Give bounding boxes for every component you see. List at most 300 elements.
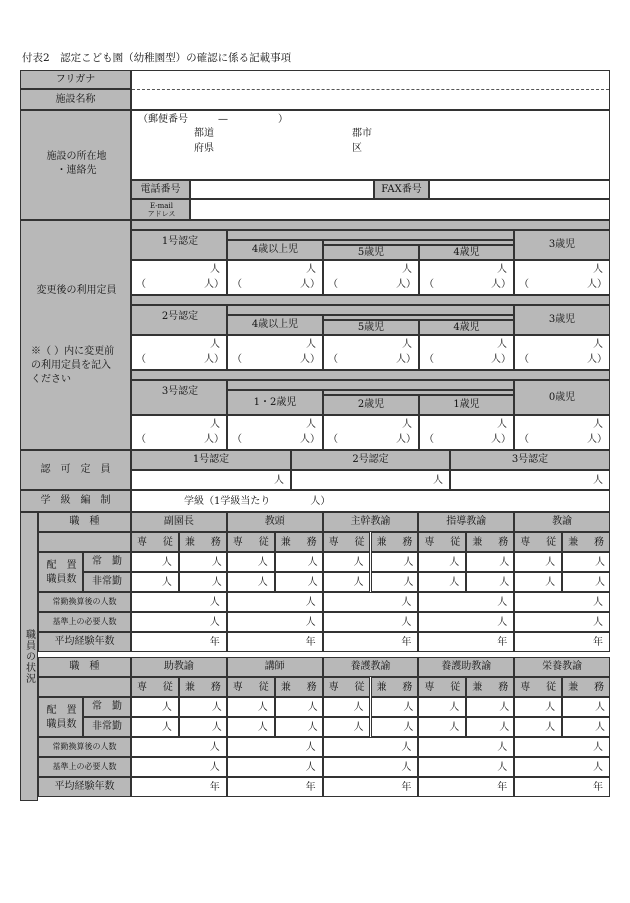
sen-label: 専: [424, 682, 435, 693]
haichi-label-1: 配 置: [46, 560, 77, 571]
nin-unit: 人: [449, 557, 460, 568]
ken-label: 兼: [280, 537, 291, 548]
cap2-cell-3[interactable]: 人 （ 人）: [323, 335, 419, 370]
nin-unit: 人: [211, 577, 222, 588]
nin-unit: 人: [257, 557, 268, 568]
nin-unit: 人: [209, 742, 220, 753]
mu-label: 務: [306, 682, 317, 693]
ken-label: 兼: [184, 682, 195, 693]
ken-label: 兼: [280, 682, 291, 693]
nin-unit: 人: [305, 742, 316, 753]
todo-label: 都道: [194, 128, 214, 139]
nin-unit: 人: [353, 722, 364, 733]
nin-unit: 人: [592, 597, 603, 608]
staff-role-3: 養護教諭: [323, 657, 419, 677]
senju-header: [131, 532, 179, 552]
staff-keiken-cell[interactable]: [323, 777, 419, 797]
nin-unit: 人: [161, 702, 172, 713]
ken-label: 兼: [184, 537, 195, 548]
staff-hitsuyo-cell[interactable]: [323, 612, 419, 632]
staff-hitsuyo-cell[interactable]: [418, 757, 514, 777]
haichi-kenmu-cell[interactable]: [371, 717, 419, 737]
sen-label: 専: [232, 682, 243, 693]
haichi-senju-cell[interactable]: [418, 552, 466, 572]
nen-unit: 年: [592, 782, 603, 793]
cap3-age0: 0歳児: [514, 380, 610, 415]
nin-unit: 人: [592, 617, 603, 628]
cap1-age4up: 4歳以上児: [227, 240, 323, 260]
haichi-kenmu-cell[interactable]: [371, 697, 419, 717]
haichi-label-1: 配 置: [46, 705, 77, 716]
ju-label: 従: [546, 537, 557, 548]
capacity-top-band: [131, 220, 610, 230]
jokin-label: 常 勤: [83, 697, 131, 717]
nen-unit: 年: [497, 782, 508, 793]
nin-unit: 人: [594, 577, 605, 588]
mu-label: 務: [402, 682, 413, 693]
ju-label: 従: [450, 682, 461, 693]
facility-name-label: 施設名称: [20, 89, 131, 110]
kenmu-header: [562, 677, 610, 697]
staff-keiken-label: 平均経験年数: [38, 632, 131, 652]
nen-unit: 年: [209, 637, 220, 648]
haichi-senju-cell[interactable]: [227, 697, 275, 717]
haichi-senju-cell[interactable]: [514, 552, 562, 572]
staff-keiken-cell[interactable]: [131, 632, 227, 652]
mu-label: 務: [210, 682, 221, 693]
email-label-1: E-mail: [150, 202, 173, 210]
haichi-senju-cell[interactable]: [514, 717, 562, 737]
ken-label: 兼: [568, 682, 579, 693]
staff-kansan-cell[interactable]: [323, 592, 419, 612]
nin-unit: 人: [161, 577, 172, 588]
cap2-cell-1[interactable]: 人 （ 人）: [131, 335, 227, 370]
sen-label: 専: [520, 537, 531, 548]
capacity-band-2: [131, 295, 610, 305]
approved-cert2: 2号認定: [291, 450, 450, 470]
haichi-label-2: 職員数: [46, 719, 77, 730]
cap3-cell-2[interactable]: 人 （ 人）: [227, 415, 323, 450]
staff-kansan-cell[interactable]: [131, 592, 227, 612]
ju-label: 従: [258, 682, 269, 693]
staff-kansan-cell[interactable]: [514, 592, 610, 612]
cap2-cell-4[interactable]: 人 （ 人）: [419, 335, 514, 370]
approved-cert3-value[interactable]: 人: [450, 470, 610, 490]
cap2-cell-2[interactable]: 人 （ 人）: [227, 335, 323, 370]
kenmu-header: [466, 677, 514, 697]
nin-unit: 人: [257, 577, 268, 588]
nin-unit: 人: [161, 722, 172, 733]
nin-unit: 人: [353, 557, 364, 568]
nin-unit: 人: [305, 597, 316, 608]
cap2-cert-cell: [131, 305, 227, 335]
cap2-band: [227, 305, 514, 315]
nin-unit: 人: [353, 702, 364, 713]
staff-keiken-cell[interactable]: [227, 777, 323, 797]
nin-unit: 人: [401, 742, 412, 753]
cap3-age1: 1歳児: [419, 395, 514, 415]
nin-unit: 人: [401, 762, 412, 773]
nin-unit: 人: [403, 722, 414, 733]
staff-kansan-label: 常勤換算後の人数: [38, 592, 131, 612]
haichi-senju-cell[interactable]: [514, 572, 562, 592]
ju-label: 従: [354, 537, 365, 548]
haichi-kenmu-cell[interactable]: [466, 552, 514, 572]
hijokin-label: 非常勤: [83, 717, 131, 737]
haichi-kenmu-cell[interactable]: [275, 572, 323, 592]
kenmu-header: [179, 532, 227, 552]
mu-label: 務: [593, 537, 604, 548]
nin-unit: 人: [257, 722, 268, 733]
staff-role-5: 栄養教諭: [514, 657, 610, 677]
cap3-cell-4[interactable]: 人 （ 人）: [419, 415, 514, 450]
cap1-age3: 3歳児: [514, 230, 610, 260]
staff-role-1: 助教諭: [131, 657, 227, 677]
staff-role-2: 講師: [227, 657, 323, 677]
nin-unit: 人: [353, 577, 364, 588]
ju-label: 従: [258, 537, 269, 548]
ken-label: 兼: [472, 537, 483, 548]
staff-kansan-cell[interactable]: [514, 737, 610, 757]
mu-label: 務: [306, 537, 317, 548]
cap2-age3: 3歳児: [514, 305, 610, 335]
sen-label: 専: [137, 537, 147, 548]
cap3-cert: 3号認定: [161, 386, 199, 397]
staff-keiken-cell[interactable]: [227, 632, 323, 652]
furigana-label: フリガナ: [20, 70, 131, 89]
staff-side-label-cell: [20, 512, 38, 801]
kenmu-header: [275, 677, 323, 697]
kenmu-header: [371, 677, 419, 697]
address-label-1: 施設の所在地: [46, 151, 107, 162]
staff-hitsuyo-label: 基準上の必要人数: [38, 757, 131, 777]
form-sheet: [20, 70, 610, 801]
staff-side-label: 職員の状況: [23, 629, 35, 684]
cap1-cell-5[interactable]: 人 （ 人）: [514, 260, 610, 295]
haichi-kenmu-cell[interactable]: [562, 572, 610, 592]
haichi-senju-cell[interactable]: [227, 717, 275, 737]
fax-field[interactable]: [429, 180, 610, 199]
haichi-kenmu-cell[interactable]: [562, 717, 610, 737]
haichi-kenmu-cell[interactable]: [179, 717, 227, 737]
address-label-2: ・連絡先: [56, 165, 97, 176]
mu-label: 務: [593, 682, 604, 693]
nin-unit: 人: [401, 597, 412, 608]
cap3-cert-cell: [131, 380, 227, 415]
nin-unit: 人: [211, 702, 222, 713]
staff-role-header: 職 種: [38, 657, 131, 677]
staff-keiken-cell[interactable]: [131, 777, 227, 797]
haichi-kenmu-cell[interactable]: [275, 697, 323, 717]
ju-label: 従: [450, 537, 461, 548]
capacity-note-1: ※（ ）内に変更前: [31, 346, 115, 357]
nin-unit: 人: [305, 762, 316, 773]
phone-field[interactable]: [190, 180, 374, 199]
staff-kansan-cell[interactable]: [227, 592, 323, 612]
haichi-kenmu-cell[interactable]: [466, 572, 514, 592]
fax-label: FAX番号: [374, 180, 429, 199]
ken-label: 兼: [472, 682, 483, 693]
haichi-kenmu-cell[interactable]: [562, 697, 610, 717]
approved-cert3: 3号認定: [450, 450, 610, 470]
capacity-label: 変更後の利用定員: [36, 285, 117, 296]
approved-cert2-value[interactable]: 人: [291, 470, 450, 490]
staff-keiken-cell[interactable]: [514, 632, 610, 652]
cap1-cell-4[interactable]: 人 （ 人）: [419, 260, 514, 295]
nin-unit: 人: [209, 597, 220, 608]
sen-label: 専: [137, 682, 147, 693]
nin-unit: 人: [592, 742, 603, 753]
cap3-age12: 1・2歳児: [227, 390, 323, 415]
staff-kansan-label: 常勤換算後の人数: [38, 737, 131, 757]
kenmu-header: [562, 532, 610, 552]
staff-hitsuyo-cell[interactable]: [131, 612, 227, 632]
hijokin-label: 非常勤: [83, 572, 131, 592]
haichi-senju-cell[interactable]: [514, 697, 562, 717]
gunshi-label: 郡市: [352, 128, 372, 139]
staff-subheader-blank: [38, 532, 131, 552]
haichi-kenmu-cell[interactable]: [179, 552, 227, 572]
classes-label: 学 級 編 制: [20, 490, 131, 512]
cap2-cell-5[interactable]: 人 （ 人）: [514, 335, 610, 370]
cap1-cell-2[interactable]: 人 （ 人）: [227, 260, 323, 295]
cap3-band: [227, 380, 514, 390]
nin-unit: 人: [499, 557, 510, 568]
nin-unit: 人: [497, 762, 508, 773]
staff-subheader-blank: [38, 677, 131, 697]
cap3-cell-1[interactable]: 人 （ 人）: [131, 415, 227, 450]
address-field[interactable]: [131, 110, 610, 180]
senju-header: [227, 677, 275, 697]
ju-label: 従: [546, 682, 557, 693]
cap2-age4: 4歳児: [419, 320, 514, 335]
haichi-senju-cell[interactable]: [323, 717, 371, 737]
kenmu-header: [466, 532, 514, 552]
haichi-label-cell: [38, 697, 83, 737]
nin-unit: 人: [497, 617, 508, 628]
staff-role-3: 主幹教諭: [323, 512, 419, 532]
sen-label: 専: [520, 682, 531, 693]
haichi-senju-cell[interactable]: [131, 552, 179, 572]
haichi-kenmu-cell[interactable]: [179, 572, 227, 592]
nin-unit: 人: [401, 617, 412, 628]
address-label-cell: [20, 110, 131, 220]
staff-kansan-cell[interactable]: [418, 737, 514, 757]
senju-header: [131, 677, 179, 697]
sen-label: 専: [328, 682, 339, 693]
fuken-label: 府県: [194, 143, 214, 154]
haichi-senju-cell[interactable]: [131, 697, 179, 717]
ju-label: 従: [162, 537, 173, 548]
nen-unit: 年: [305, 637, 316, 648]
staff-hitsuyo-cell[interactable]: [227, 612, 323, 632]
staff-keiken-cell[interactable]: [418, 777, 514, 797]
cap3-cell-5[interactable]: 人 （ 人）: [514, 415, 610, 450]
ju-label: 従: [354, 682, 365, 693]
senju-header: [227, 532, 275, 552]
mu-label: 務: [498, 682, 509, 693]
staff-role-4: 指導教諭: [418, 512, 514, 532]
haichi-kenmu-cell[interactable]: [371, 572, 419, 592]
senju-header: [514, 532, 562, 552]
cap1-cert-cell: [131, 230, 227, 260]
capacity-note-3: ください: [31, 374, 71, 385]
staff-keiken-label: 平均経験年数: [38, 777, 131, 797]
phone-label: 電話番号: [131, 180, 190, 199]
cap1-cell-3[interactable]: 人 （ 人）: [323, 260, 419, 295]
nin-unit: 人: [545, 702, 556, 713]
nin-unit: 人: [594, 722, 605, 733]
staff-keiken-cell[interactable]: [323, 632, 419, 652]
nin-unit: 人: [594, 702, 605, 713]
nin-unit: 人: [545, 577, 556, 588]
nin-unit: 人: [307, 702, 318, 713]
haichi-kenmu-cell[interactable]: [275, 717, 323, 737]
staff-hitsuyo-label: 基準上の必要人数: [38, 612, 131, 632]
nin-unit: 人: [545, 557, 556, 568]
haichi-kenmu-cell[interactable]: [466, 717, 514, 737]
nin-unit: 人: [403, 577, 414, 588]
nin-unit: 人: [449, 577, 460, 588]
nin-unit: 人: [307, 557, 318, 568]
staff-role-header: 職 種: [38, 512, 131, 532]
haichi-senju-cell[interactable]: [323, 697, 371, 717]
nen-unit: 年: [305, 782, 316, 793]
nin-unit: 人: [499, 577, 510, 588]
email-label-cell: [131, 199, 190, 220]
cap2-age4up: 4歳以上児: [227, 315, 323, 335]
facility-name-field[interactable]: [131, 70, 610, 110]
nin-unit: 人: [449, 722, 460, 733]
senju-header: [323, 677, 371, 697]
nin-unit: 人: [257, 702, 268, 713]
nin-unit: 人: [594, 557, 605, 568]
kenmu-header: [371, 532, 419, 552]
email-field[interactable]: [190, 199, 610, 220]
nin-unit: 人: [592, 762, 603, 773]
capacity-note-2: の利用定員を記入: [31, 360, 111, 371]
cap1-age4: 4歳児: [419, 245, 514, 260]
ju-label: 従: [162, 682, 173, 693]
nen-unit: 年: [401, 782, 412, 793]
cap3-cell-3[interactable]: 人 （ 人）: [323, 415, 419, 450]
jokin-label: 常 勤: [83, 552, 131, 572]
nin-unit: 人: [211, 722, 222, 733]
nen-unit: 年: [497, 637, 508, 648]
senju-header: [514, 677, 562, 697]
staff-role-2: 教頭: [227, 512, 323, 532]
haichi-kenmu-cell[interactable]: [466, 697, 514, 717]
staff-keiken-cell[interactable]: [418, 632, 514, 652]
cap1-age5: 5歳児: [323, 245, 419, 260]
approved-cert1: 1号認定: [131, 450, 291, 470]
approved-label: 認 可 定 員: [20, 450, 131, 490]
haichi-kenmu-cell[interactable]: [562, 552, 610, 572]
haichi-label-2: 職員数: [46, 574, 77, 585]
haichi-kenmu-cell[interactable]: [275, 552, 323, 572]
cap1-band: [227, 230, 514, 240]
haichi-kenmu-cell[interactable]: [179, 697, 227, 717]
haichi-senju-cell[interactable]: [418, 697, 466, 717]
nin-unit: 人: [305, 617, 316, 628]
staff-role-4: 養護助教諭: [418, 657, 514, 677]
nin-unit: 人: [403, 557, 414, 568]
staff-hitsuyo-cell[interactable]: [514, 612, 610, 632]
staff-hitsuyo-cell[interactable]: [227, 757, 323, 777]
sen-label: 専: [424, 537, 435, 548]
staff-kansan-cell[interactable]: [131, 737, 227, 757]
cap2-cert: 2号認定: [161, 311, 199, 322]
cap3-age2: 2歳児: [323, 395, 419, 415]
haichi-kenmu-cell[interactable]: [371, 552, 419, 572]
staff-hitsuyo-cell[interactable]: [131, 757, 227, 777]
nin-unit: 人: [499, 722, 510, 733]
staff-role-5: 教諭: [514, 512, 610, 532]
nin-unit: 人: [307, 577, 318, 588]
capacity-band-3: [131, 370, 610, 380]
classes-field[interactable]: [131, 490, 610, 512]
staff-kansan-cell[interactable]: [227, 737, 323, 757]
ken-label: 兼: [376, 682, 387, 693]
kenmu-header: [179, 677, 227, 697]
staff-kansan-cell[interactable]: [323, 737, 419, 757]
haichi-senju-cell[interactable]: [131, 572, 179, 592]
kenmu-header: [275, 532, 323, 552]
furigana-divider: [132, 89, 609, 90]
haichi-senju-cell[interactable]: [131, 717, 179, 737]
staff-hitsuyo-cell[interactable]: [418, 612, 514, 632]
haichi-senju-cell[interactable]: [227, 572, 275, 592]
sen-label: 専: [232, 537, 243, 548]
staff-keiken-cell[interactable]: [514, 777, 610, 797]
ku-label: 区: [352, 143, 362, 154]
nin-unit: 人: [403, 702, 414, 713]
haichi-senju-cell[interactable]: [323, 572, 371, 592]
nin-unit: 人: [497, 742, 508, 753]
nin-unit: 人: [499, 702, 510, 713]
nen-unit: 年: [401, 637, 412, 648]
staff-hitsuyo-cell[interactable]: [514, 757, 610, 777]
haichi-senju-cell[interactable]: [227, 552, 275, 572]
classes-text: 学級（1学級当たり 人）: [184, 496, 331, 507]
senju-header: [323, 532, 371, 552]
senju-header: [418, 677, 466, 697]
nin-unit: 人: [449, 702, 460, 713]
mu-label: 務: [498, 537, 509, 548]
haichi-senju-cell[interactable]: [418, 717, 466, 737]
approved-cert1-value[interactable]: 人: [131, 470, 291, 490]
capacity-label-cell: [20, 220, 131, 450]
sen-label: 専: [328, 537, 339, 548]
cap1-cert: 1号認定: [161, 236, 199, 247]
staff-role-1: 副園長: [131, 512, 227, 532]
nen-unit: 年: [209, 782, 220, 793]
senju-header: [418, 532, 466, 552]
staff-hitsuyo-cell[interactable]: [323, 757, 419, 777]
nin-unit: 人: [211, 557, 222, 568]
form-title: 付表2 認定こども園（幼稚園型）の確認に係る記載事項: [22, 52, 292, 64]
mu-label: 務: [402, 537, 413, 548]
ken-label: 兼: [568, 537, 579, 548]
haichi-senju-cell[interactable]: [323, 552, 371, 572]
nin-unit: 人: [545, 722, 556, 733]
staff-kansan-cell[interactable]: [418, 592, 514, 612]
cap1-cell-1[interactable]: 人 （ 人）: [131, 260, 227, 295]
haichi-senju-cell[interactable]: [418, 572, 466, 592]
nin-unit: 人: [497, 597, 508, 608]
postal-code: （郵便番号 — ）: [138, 114, 288, 125]
nin-unit: 人: [307, 722, 318, 733]
